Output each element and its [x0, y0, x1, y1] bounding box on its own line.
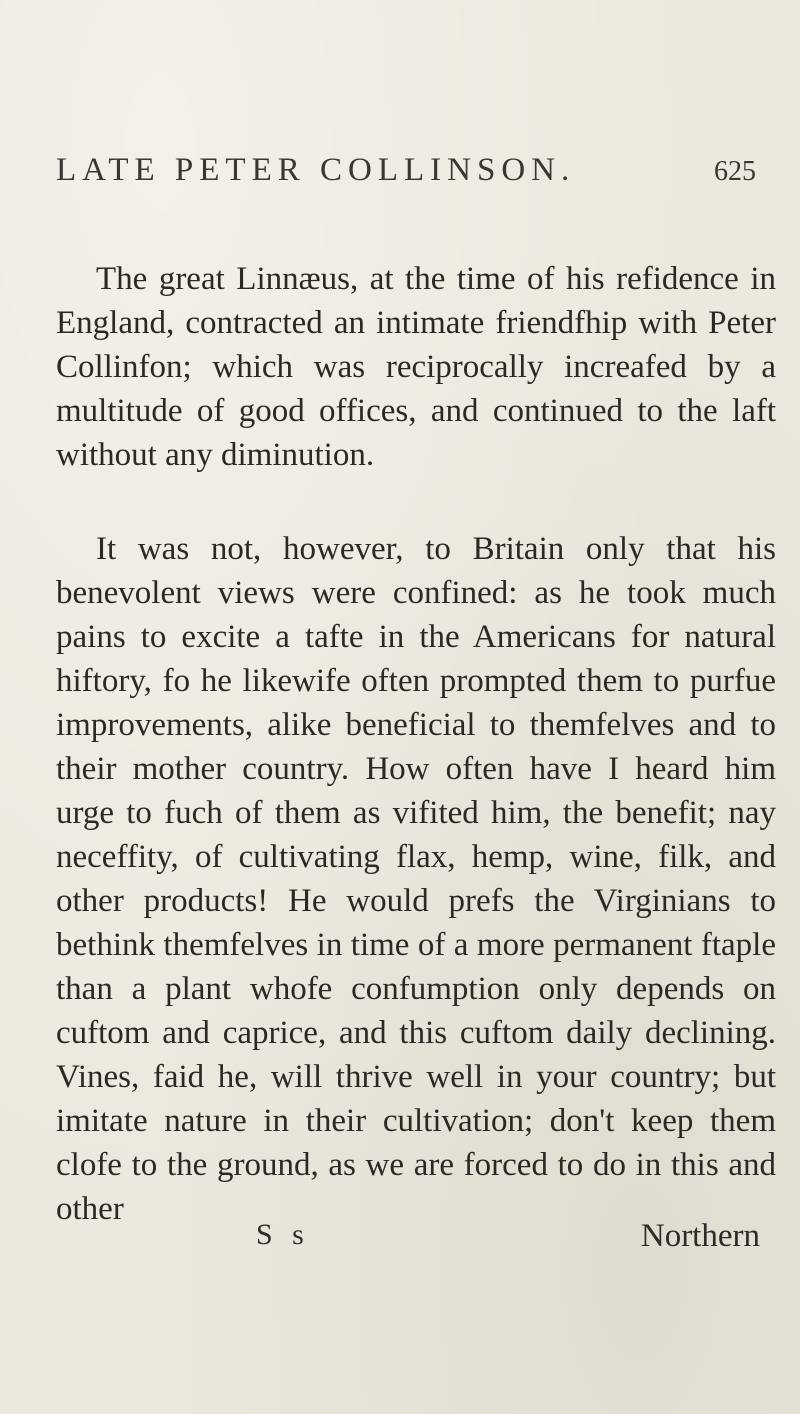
running-head — [56, 152, 756, 202]
page-number: 625 — [714, 156, 756, 187]
signature-mark: S s — [256, 1218, 310, 1251]
catchword: Northern — [640, 1218, 760, 1254]
paragraph-britain: It was not, however, to Britain only that his benevolent views were confined: as he took much pains to excite a tafte in the Americans for natural hiftory, fo he likewife often prompted them to purfue improvements, alike beneficial to themfelves and to their mother country. How often have I heard him urge to fuch of them as vifited him, the benefit; nay neceffity, of cultivating flax, hemp, wine, filk, and other products! He would prefs the Virginians to bethink themfelves in time of a more permanent ftaple than a plant whofe confumption only depends on cuftom and caprice, and this cuftom daily declining. Vines, faid he, will thrive well in your country; but imitate nature in their cultivation; don't keep them clofe to the ground, as we are forced to do in this and other — [56, 531, 776, 1227]
paragraph-linnaeus: The great Linnæus, at the time of his refidence in England, contracted an intimate friendfhip with Peter Collinfon; which was reciprocally increafed by a multitude of good offices, and continued to the laft without any diminution. — [56, 261, 776, 473]
running-title: LATE PETER COLLINSON. — [56, 152, 576, 188]
footer-line — [56, 1218, 776, 1262]
